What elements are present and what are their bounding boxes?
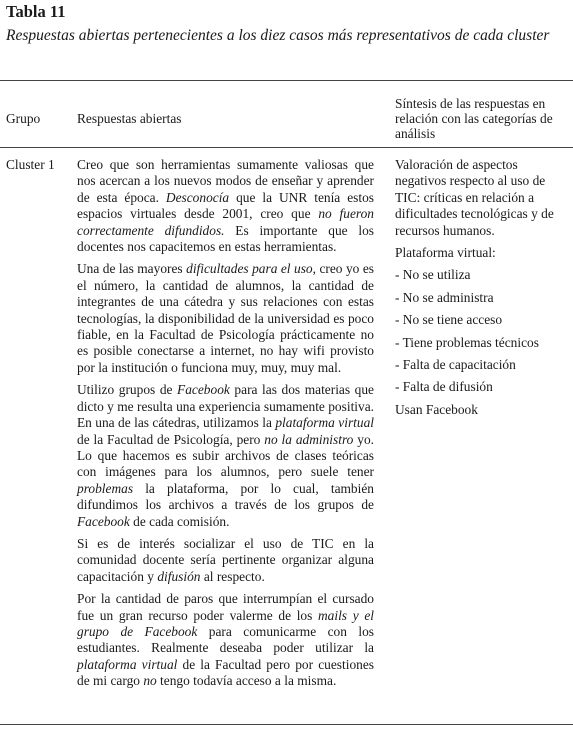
response-text: que la UNR tenía estos espacios virtuales desde 2001, creo que — [77, 189, 374, 222]
synthesis-platform-label: Plataforma virtual: — [395, 245, 496, 261]
synthesis-intro: Valoración de aspectos negativos respecto al uso de TIC: críticas en relación a dificultades tecnológicas y de recursos humanos. — [395, 157, 554, 238]
response-text: para las dos materias que dicto y me resulta una experiencia sumamente positiva. En una de las cátedras, utilizamos la — [77, 382, 374, 431]
synthesis-item: - Falta de difusión — [395, 379, 493, 395]
table-top-rule — [0, 80, 573, 81]
synthesis-item: - No se utiliza — [395, 267, 471, 283]
table-bottom-rule — [0, 724, 573, 725]
responses-cell — [77, 157, 374, 696]
response-text: Utilizo grupos de — [77, 382, 178, 398]
synthesis-item: - Tiene problemas técnicos — [395, 334, 539, 350]
table-header-rule — [0, 147, 573, 148]
response-text: de la Facultad de Psicología, pero — [77, 431, 265, 447]
synthesis-item: - No se tiene acceso — [395, 312, 503, 328]
response-text: de la Facultad pero por cuestiones de mi cargo — [77, 656, 374, 689]
response-emphasis: mails y el grupo de Facebook — [77, 607, 374, 639]
response-emphasis: Desconocía — [165, 189, 230, 205]
response-emphasis: no — [143, 673, 157, 689]
response-text: Una de las mayores — [77, 261, 187, 277]
response-text: de cada comisión. — [129, 513, 230, 529]
response-emphasis: no fueron correctamente difundidos. — [77, 206, 374, 238]
response-text: al respecto. — [200, 568, 265, 584]
response-emphasis: plataforma virtual — [275, 415, 374, 431]
response-emphasis: plataforma virtual — [77, 656, 178, 672]
header-responses: Respuestas abiertas — [77, 111, 182, 126]
response-emphasis: problemas — [77, 480, 134, 496]
response-emphasis: no la administro — [264, 431, 354, 447]
response-paragraph — [77, 591, 374, 689]
response-emphasis: Facebook — [177, 382, 230, 398]
response-text: Por la cantidad de paros que interrumpían el cursado fue un gran recurso poder valerme de los — [77, 591, 374, 623]
response-emphasis: Facebook — [77, 513, 130, 529]
response-text: tengo todavía acceso a la misma. — [156, 673, 337, 689]
synthesis-closing: Usan Facebook — [395, 401, 478, 417]
response-text: para comunicarme con los estudiantes. Realmente deseaba poder utilizar la — [77, 623, 374, 656]
group-cell: Cluster 1 — [6, 157, 55, 172]
synthesis-cell — [395, 157, 567, 424]
response-paragraph — [77, 157, 374, 255]
response-paragraph — [77, 261, 374, 376]
header-synthesis: Síntesis de las respuestas en relación con las categorías de análisis — [395, 96, 553, 141]
response-text: la plataforma, por lo cual, también difundimos los archivos a través de los grupos de — [77, 480, 374, 513]
table-label: Tabla 11 — [6, 2, 66, 21]
response-paragraph — [77, 382, 374, 530]
table-caption: Respuestas abiertas pertenecientes a los diez casos más representativos de cada cluster — [6, 27, 550, 44]
synthesis-item: - No se administra — [395, 289, 494, 305]
response-emphasis: dificultades para el uso — [186, 261, 313, 277]
response-text: yo. Lo que hacemos es subir archivos de clases teóricas con imágenes para los alumnos, pero suele tener — [77, 431, 374, 480]
response-text: Creo que son herramientas sumamente valiosas que nos acercan a los nuevos modos de enseñar y aprender de esta época. — [77, 157, 374, 205]
response-emphasis: difusión — [157, 568, 201, 584]
header-group: Grupo — [6, 111, 41, 126]
response-paragraph — [77, 536, 374, 585]
response-text: Si es de interés socializar el uso de TIC en la comunidad docente sería pertinente organizar alguna capacitación y — [77, 535, 374, 584]
synthesis-item: - Falta de capacitación — [395, 357, 516, 373]
response-text: , creo yo es el número, la cantidad de alumnos, la cantidad de integrantes de una cátedra y sus relaciones con estas tecnologías, la disponibilidad de la universidad es poco fiable, en la Facultad de Psicología prácticamente no es posible conectarse a internet, no hay wifi provisto por la institución o funciona muy, muy, muy mal. — [77, 261, 375, 375]
response-text: Es importante que los docentes nos capacitemos en estas herramientas. — [77, 222, 374, 255]
